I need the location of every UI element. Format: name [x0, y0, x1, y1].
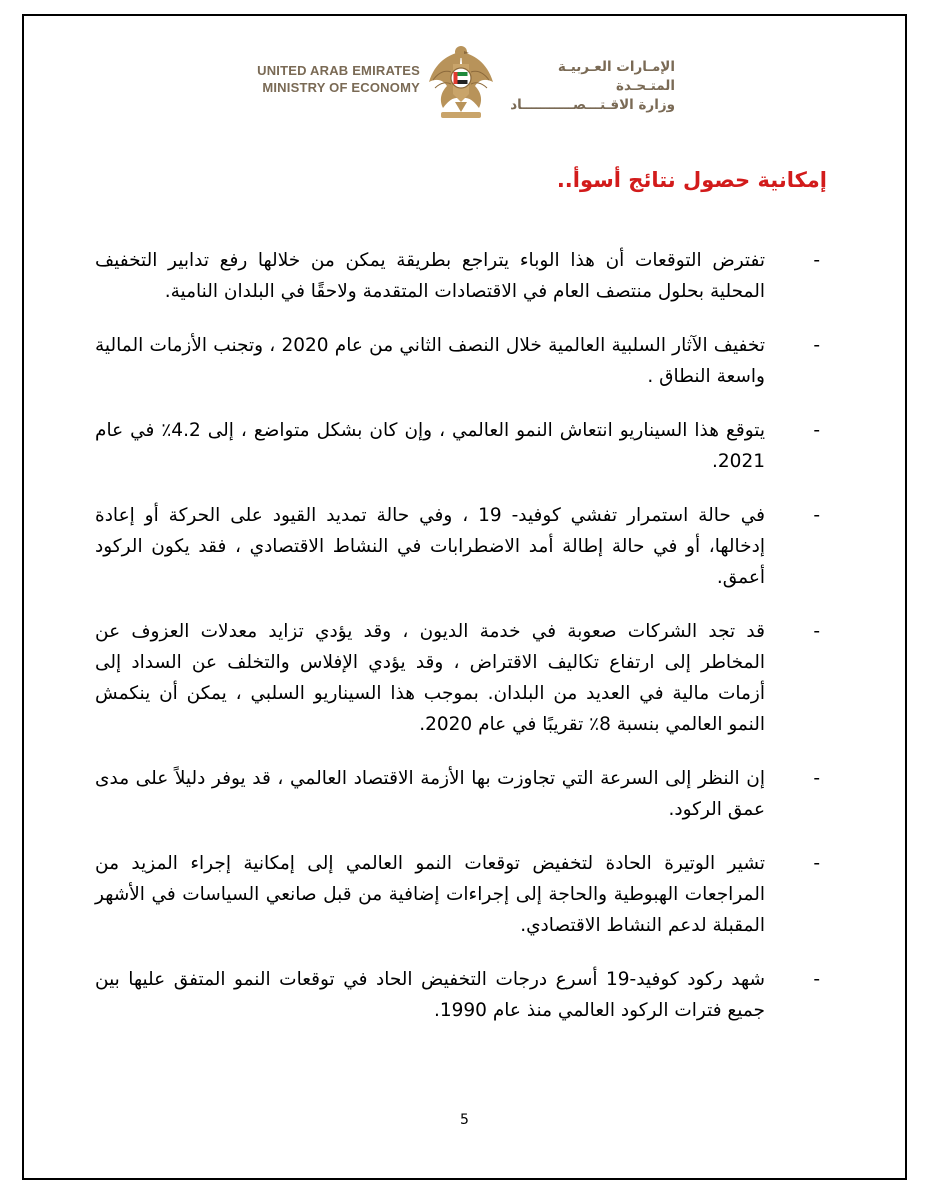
list-item: [95, 763, 820, 825]
list-item: [95, 245, 820, 307]
english-letterhead: [250, 62, 420, 96]
bullet-dash: -: [813, 335, 820, 356]
letterhead: [0, 40, 929, 120]
english-country-name: UNITED ARAB EMIRATES: [257, 63, 420, 78]
list-item-text: تشير الوتيرة الحادة لتخفيض توقعات النمو العالمي إلى إمكانية إجراء المزيد من المراجعات الهبوطية والحاجة إلى إجراءات إضافية من قبل صانعي السياسات في الأشهر المقبلة لدعم النشاط الاقتصادي.: [95, 853, 765, 936]
list-item-text: يتوقع هذا السيناريو انتعاش النمو العالمي ، وإن كان بشكل متواضع ، إلى 4.2٪ في عام 2021.: [95, 420, 765, 472]
bullet-dash: -: [813, 768, 820, 789]
arabic-letterhead: [500, 58, 675, 115]
list-item-text: تخفيف الآثار السلبية العالمية خلال النصف الثاني من عام 2020 ، وتجنب الأزمات المالية واسعة النطاق .: [95, 335, 765, 387]
english-ministry-name: MINISTRY OF ECONOMY: [262, 80, 420, 95]
bullet-dash: -: [813, 969, 820, 990]
arabic-country-name: الإمـارات العـربيـة المتـحـدة: [557, 59, 675, 94]
bullet-dash: -: [813, 250, 820, 271]
list-item: [95, 848, 820, 941]
list-item-text: إن النظر إلى السرعة التي تجاوزت بها الأزمة الاقتصاد العالمي ، قد يوفر دليلاً على مدى عمق الركود.: [95, 768, 765, 820]
bullet-dash: -: [813, 853, 820, 874]
arabic-ministry-name: وزارة الاقـتـــصـــــــــــاد: [510, 97, 675, 113]
uae-falcon-emblem-icon: [427, 42, 495, 120]
list-item-text: في حالة استمرار تفشي كوفيد- 19 ، وفي حالة تمديد القيود على الحركة أو إعادة إدخالها، أو في حالة إطالة أمد الاضطرابات في النشاط الاقتصادي ، فقد يكون الركود أعمق.: [95, 505, 765, 588]
list-item-text: شهد ركود كوفيد-19 أسرع درجات التخفيض الحاد في توقعات النمو المتفق عليها بين جميع فترات الركود العالمي منذ عام 1990.: [95, 969, 765, 1021]
list-item: [95, 330, 820, 392]
bullet-list: [95, 245, 820, 1049]
list-item: [95, 616, 820, 740]
list-item-text: تفترض التوقعات أن هذا الوباء يتراجع بطريقة يمكن من خلالها رفع تدابير التخفيف المحلية بحلول منتصف العام في الاقتصادات المتقدمة ولاحقًا في البلدان النامية.: [95, 250, 765, 302]
list-item: [95, 500, 820, 593]
bullet-dash: -: [813, 420, 820, 441]
section-title: إمكانية حصول نتائج أسوأ..: [556, 168, 827, 192]
list-item: [95, 964, 820, 1026]
page-number: 5: [460, 1112, 469, 1128]
list-item: [95, 415, 820, 477]
bullet-dash: -: [813, 505, 820, 526]
bullet-dash: -: [813, 621, 820, 642]
list-item-text: قد تجد الشركات صعوبة في خدمة الديون ، وقد يؤدي تزايد معدلات العزوف عن المخاطر إلى ارتفاع تكاليف الاقتراض ، وقد يؤدي الإفلاس والتخلف عن السداد إلى أزمات مالية في العديد من البلدان. بموجب هذا السيناريو السلبي ، يمكن أن ينكمش النمو العالمي بنسبة 8٪ تقريبًا في عام 2020.: [95, 621, 765, 735]
